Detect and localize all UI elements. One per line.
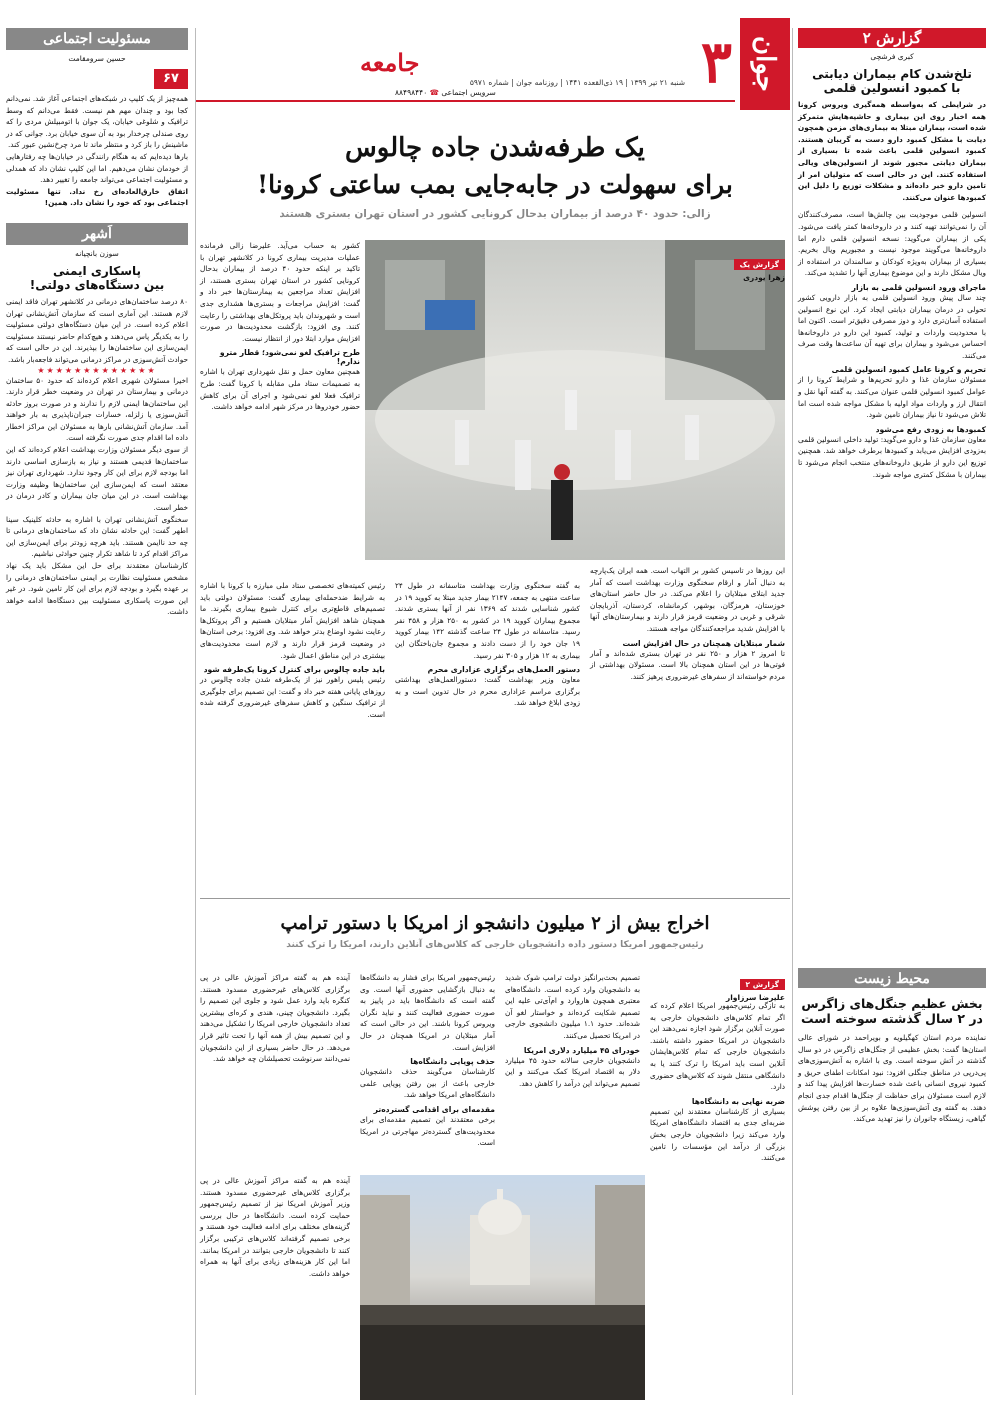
section-service: سرویس اجتماعی ☎ ۸۸۴۹۸۴۴۰: [395, 88, 496, 97]
middle-col-a-text: به تازگی رئیس‌جمهور امریکا اعلام کرده که اگر تمام کلاس‌های دانشجویان خارجی به صورت آنلاین برگزار شود اجازه نمی‌دهند این دانشجویان در امریکا حضور داشته باشند. دانشجویان خارجی که تمام کلاس‌هایشان آنلاین است باید امریکا را ترک کنند یا به دانشگاهی منتقل شوند که کلاس‌های حضوری دارد.: [650, 1001, 785, 1092]
students-crowd-illustration: [360, 1175, 645, 1400]
right-subhead-2: تحریم و کرونا عامل کمبود انسولین قلمی: [831, 365, 986, 375]
middle-col-b: [505, 972, 640, 1089]
middle-col-c: [360, 972, 495, 1149]
left-text-7: سخنگوی آتش‌نشانی تهران با اشاره به حادثه کلینیک سینا اطهر گفت: این حادثه نشان داد که ساختمان‌های درمانی تا چه حد ناایمن هستند. باید هرچه زودتر برای ایمن‌سازی این مراکز اقدام کرد تا شاهد تکرار چنین حوادثی نباشیم.: [6, 514, 188, 559]
right-byline: کبری فرشچی: [870, 52, 914, 61]
middle-col-d: [200, 972, 350, 1065]
middle-col-b-text: تصمیم بحث‌برانگیز دولت ترامپ شوک شدید به دانشجویان وارد کرده است. دانشگاه‌های معتبری همچون هاروارد و ام‌آی‌تی علیه این تصمیم شکایت کرده‌اند و خواستار لغو آن شده‌اند. حدود ۱.۱ میلیون دانشجوی خارجی در امریکا تحصیل می‌کنند.: [505, 973, 640, 1040]
disinfection-workers-illustration: [365, 240, 785, 560]
main-col-a-text: کشور به حساب می‌آید. علیرضا زالی فرمانده عملیات مدیریت بیماری کرونا در کلانشهر تهران با تاکید بر اینکه حدود ۴۰ درصد از بیماران بدحال کرونایی کشور در استان تهران بستری هستند، از افزایش تعداد مراجعین به بیمارستان‌ها خبر داد و گفت: افزایش مراجعات و بستری‌ها هشداری جدی است و شهروندان باید پروتکل‌های بهداشتی را رعایت کنند. وی افزود: بازگشت محدودیت‌ها در صورت افزایش موارد ابتلا دور از انتظار نیست.: [200, 241, 360, 343]
left-section-title-2: اَشهر: [82, 225, 112, 242]
left-text-3: اتفاق خارق‌العاده‌ای رخ نداد. تنها مسئولیت اجتماعی بود که خود را نشان داد. همین!: [6, 186, 188, 208]
right-headline-2: با کمبود انسولین قلمی: [823, 81, 961, 95]
masthead-logo-block: [740, 18, 790, 110]
main-report-label: [680, 252, 785, 282]
left-byline: حسین سرومقامت: [68, 54, 126, 63]
main-col-d-text-2: تا امروز ۲ هزار و ۲۵۰ نفر در تهران بستری شده‌اند و آمار فوتی‌ها در این استان همچنان بالا است. مسئولان بهداشتی از مردم خواسته‌اند از سفرهای غیرضروری پرهیز کنند.: [590, 648, 785, 681]
right-text-3: مسئولان سازمان غذا و دارو تحریم‌ها و شرایط کرونا را از عوامل کمبود انسولین قلمی عنوان می‌کنند. به گفته آنها نقل و انتقال ارز و واردات مواد اولیه با مشکل مواجه شده است اما تلاش می‌شود تا نیاز بیماران تامین شود.: [798, 375, 986, 420]
main-col-c-subhead: دستور العمل‌های برگزاری عزاداری محرم: [427, 665, 580, 675]
middle-kicker: رئیس‌جمهور امریکا دستور داده دانشجویان خارجی که کلاس‌های آنلاین دارند، امریکا را ترک کنند: [286, 940, 704, 950]
main-col-b-text: رئیس کمیته‌های تخصصی ستاد ملی مبارزه با کرونا با اشاره به شرایط ضدحمله‌ای بیماری گفت: مسئولان دولتی باید تصمیم‌های قاطع‌تری برای کنترل شیوع بیماری بگیرند. ما همچنان شاهد افزایش آمار مبتلایان هستیم و اگر پروتکل‌ها رعایت نشود اوضاع بدتر خواهد شد. وی افزود: برخی استان‌ها در وضعیت قرمز قرار دارند و لازم است محدودیت‌های بیشتری در این مناطق اعمال شود.: [200, 581, 385, 660]
main-col-d-subhead: شمار مبتلایان همچنان در حال افزایش است: [622, 638, 785, 648]
left-text-6: از سوی دیگر مسئولان وزارت بهداشت اعلام کرده‌اند که این ساختمان‌ها قدیمی هستند و نیاز به بازسازی اساسی دارند اما بودجه لازم برای این کار وجود ندارد. شهرداری تهران نیز معتقد است که ایمن‌سازی این ساختمان‌ها وظیفه وزارت بهداشت است. در این میان جان بیماران و کادر درمان در خطر است.: [6, 445, 188, 513]
report-label: گزارش یک: [734, 259, 785, 270]
middle-col-e-text: آینده هم به گفته مراکز آموزش عالی در پی برگزاری کلاس‌های غیرحضوری مسدود هستند. وزیر آموزش امریکا نیز از تصمیم رئیس‌جمهور حمایت کرده است. دانشگاه‌ها در حال بررسی گزینه‌های مختلف برای ادامه فعالیت خود هستند و برخی تصمیم گرفته‌اند کلاس‌های ترکیبی برگزار کنند تا دانشجویان خارجی بتوانند در امریکا بمانند. اما این کار هزینه‌های زیادی برای آنها به همراه خواهد داشت.: [200, 1176, 350, 1278]
left-section-title: مسئولیت اجتماعی: [43, 31, 151, 47]
right-column-rule: [792, 28, 793, 1395]
main-col-c: [395, 580, 580, 709]
middle-col-c-subhead-2: مقدمه‌ای برای اقدامی گسترده‌تر: [373, 1104, 495, 1114]
right-section-title-2: محیط زیست: [854, 971, 930, 987]
right-headline-3b: در ۲ سال گذشته سوخته است: [801, 1011, 983, 1026]
left-star-divider: ★★★★★★★★★★★★★: [37, 365, 157, 375]
main-kicker: زالی: حدود ۴۰ درصد از بیماران بدحال کرونایی کشور در استان تهران بستری هستند: [279, 208, 711, 220]
right-section-banner-2: [798, 968, 986, 988]
right-headline-1: تلخ‌شدن کام بیماران دیابتی: [812, 67, 972, 81]
right-section-banner: [798, 28, 986, 48]
main-headline-2: برای سهولت در جابه‌جایی بمب ساعتی کرونا!: [257, 170, 733, 199]
middle-col-c-text: رئیس‌جمهور امریکا برای فشار به دانشگاه‌ها به دنبال بازگشایی حضوری آنها است. وی گفته است که دانشگاه‌ها باید در پاییز به صورت حضوری فعالیت کنند و نباید نگران ویروس کرونا باشند. این در حالی است که آمار مبتلایان در امریکا همچنان در حال افزایش است.: [360, 973, 495, 1052]
left-column: [6, 28, 188, 618]
middle-col-c-text-2: کارشناسان می‌گویند حذف دانشجویان خارجی باعث از بین رفتن پویایی علمی دانشگاه‌های امریکا خواهد شد.: [360, 1067, 495, 1100]
right-text-5: نماینده مردم استان کهگیلویه و بویراحمد در شورای عالی استان‌ها گفت: بخش عظیمی از جنگل‌های زاگرس در دو سال گذشته در آتش سوخته است. وی با اشاره به آتش‌سوزی‌های پی‌درپی در مناطق جنگلی افزود: نبود امکانات اطفای حریق و کمبود نیروی انسانی باعث شده خسارت‌ها افزایش پیدا کند و لازم است مسئولان برای حفاظت از جنگل‌ها اقدام جدی انجام دهند. به گفته وی آتش‌سوزی‌ها علاوه بر از بین رفتن پوشش گیاهی، زیستگاه جانوران را نیز تهدید می‌کند.: [798, 1033, 986, 1124]
main-col-b: [200, 580, 385, 721]
left-section-banner-2: [6, 223, 188, 245]
right-subhead-1: ماجرای ورود انسولین قلمی به بازار: [851, 282, 986, 292]
section-title: جامعه: [360, 48, 420, 77]
middle-divider: [200, 898, 790, 899]
middle-col-a: [650, 1000, 785, 1164]
phone-icon: ☎: [429, 88, 439, 97]
main-col-c-text-2: معاون وزیر بهداشت گفت: دستورالعمل‌های بهداشتی برگزاری مراسم عزاداری محرم در حال تدوین است و به زودی ابلاغ خواهد شد.: [395, 675, 580, 708]
masthead-logo: جوان: [750, 36, 780, 92]
middle-headline: اخراج بیش از ۲ میلیون دانشجو از امریکا با دستور ترامپ: [280, 913, 710, 934]
middle-byline: علیرضا سرزاوار: [725, 993, 785, 1002]
main-byline: زهرا یودری: [743, 273, 785, 282]
middle-col-c-subhead: حذف پویایی دانشگاه‌ها: [410, 1057, 495, 1067]
right-text-4: معاون سازمان غذا و دارو می‌گوید: تولید داخلی انسولین قلمی به‌زودی افزایش می‌یابد و کمبودها برطرف خواهد شد. همچنین توزیع این دارو از طریق داروخانه‌های منتخب انجام می‌شود تا بیماران با مشکل کمتری مواجه شوند.: [798, 434, 986, 479]
middle-report: [690, 972, 785, 1002]
right-column-bottom: [798, 968, 986, 1125]
right-intro: در شرایطی که به‌واسطه همه‌گیری ویروس کرونا همه اخبار روی این بیماری و حاشیه‌هایش متمرکز شده است، بیماران مبتلا به بیماری‌های مزمن همچون دیابت با مشکل کمبود دارو دست به گریبان هستند. کمبود انسولین قلمی باعث شده تا بسیاری از بیماران دیابتی مجبور شوند از انسولین‌های ویالی استفاده کنند. این در حالی است که متولیان امر از تامین دارو خبر داده‌اند و مشکلات توزیع را دلیل این کمبودها عنوان می‌کنند.: [798, 100, 986, 202]
left-number-badge: ۶۷: [154, 69, 188, 89]
middle-col-e: [200, 1175, 350, 1279]
middle-col-b-subhead: خودرای ۴۵ میلیارد دلاری امریکا: [523, 1045, 640, 1055]
main-col-b-text-2: رئیس پلیس راهور نیز از یک‌طرفه شدن جاده چالوس در روزهای پایانی هفته خبر داد و گفت: این تصمیم برای جلوگیری از ترافیک سنگین و کاهش سفرهای غیرضروری گرفته شده است.: [200, 675, 385, 719]
main-col-a: [200, 240, 360, 413]
masthead: [195, 0, 790, 100]
main-col-b-subhead: باید جاده چالوس برای کنترل کرونا یک‌طرفه شود: [203, 665, 385, 675]
middle-col-a-text-2: بسیاری از کارشناسان معتقدند این تصمیم ضربه‌ای جدی به اقتصاد دانشگاه‌های امریکا وارد می‌کند زیرا دانشجویان خارجی بخش بزرگی از درآمد این مؤسسات را تامین می‌کنند.: [650, 1106, 785, 1163]
left-byline-2: سوزن بانچیانه: [75, 248, 119, 258]
left-text-4: ۸۰ درصد ساختمان‌های درمانی در کلانشهر تهران فاقد ایمنی لازم هستند. این آماری است که سازمان آتش‌نشانی تهران اعلام کرده است. در این میان دستگاه‌های دولتی مسئولیت را به یکدیگر پاس می‌دهند و هیچ‌کدام حاضر نیستند مسئولیت ایمن‌سازی این ساختمان‌ها را بپذیرند. این در حالی است که حوادث آتش‌سوزی در مراکز درمانی می‌تواند فاجعه‌بار باشد.: [6, 296, 188, 364]
main-photo: [365, 240, 785, 560]
main-col-a-subhead: طرح ترافیک لغو نمی‌شود؛ قطار مترو ندارم!: [219, 348, 360, 367]
middle-col-b-text-2: دانشجویان خارجی سالانه حدود ۴۵ میلیارد دلار به اقتصاد امریکا کمک می‌کنند و این تصمیم می‌تواند این درآمد را کاهش دهد.: [505, 1055, 641, 1088]
left-section-banner: [6, 28, 188, 50]
middle-report-label: گزارش ۲: [740, 979, 785, 990]
middle-photo: [360, 1175, 645, 1400]
middle-headline-block: [200, 910, 790, 950]
left-text-2: بارها دیده‌ایم که به هنگام رانندگی در خیابان‌ها چه رفتارهایی از خودمان نشان می‌دهیم. اما این کلیپ نشان داد که همدلی و مسئولیت اجتماعی می‌تواند جامعه را تغییر دهد.: [6, 151, 188, 185]
left-text-5: اخیرا مسئولان شهری اعلام کرده‌اند که حدود ۵۰ ساختمان درمانی و بیمارستان در تهران در وضعیت خطر قرار دارند. این ساختمان‌ها ایمنی لازم را ندارند و در صورت بروز حادثه آتش‌سوزی یا زلزله، خسارات جبران‌ناپذیری به بار خواهند آمد. سازمان آتش‌نشانی بارها به مسئولان این مراکز اخطار داده اما اقدام جدی صورت نگرفته است.: [6, 375, 188, 443]
middle-col-d-text: آینده هم به گفته مراکز آموزش عالی در پی برگزاری کلاس‌های غیرحضوری مسدود هستند. کنگره باید وارد عمل شود و جلوی این تصمیم را بگیرد. دانشجویان چینی، هندی و کره‌ای بیشترین تعداد دانشجویان خارجی امریکا را تشکیل می‌دهند و این تصمیم بیش از همه آنها را تحت تاثیر قرار می‌دهد. در حال حاضر بسیاری از این دانشجویان نمی‌دانند سرنوشت تحصیلشان چه خواهد شد.: [200, 973, 350, 1064]
main-headline-block: [200, 130, 790, 220]
main-col-c-text: به گفته سخنگوی وزارت بهداشت متاسفانه در طول ۲۴ ساعت منتهی به جمعه، ۲۱۴۷ بیمار جدید مبتلا به کووید ۱۹ در کشور شناسایی شدند که ۱۳۶۹ نفر از آنها بستری شدند. مجموع بیماران کووید ۱۹ در کشور به ۲۵۰ هزار و ۴۵۸ نفر رسید. متاسفانه در طول ۲۴ ساعت گذشته ۱۴۲ بیمار کووید ۱۹ جان خود را از دست دادند و مجموع جان‌باختگان این بیماری به ۱۲ هزار و ۳۰۵ نفر رسید.: [395, 581, 581, 660]
right-headline-3a: بخش عظیم جنگل‌های زاگرس: [801, 996, 983, 1011]
left-text-1: همه‌چیز از یک کلیپ در شبکه‌های اجتماعی آغاز شد. نمی‌دانم کجا بود و چندان مهم هم نیست. فقط می‌دانم که وسط ترافیک و شلوغی خیابان، یک جوان با اتومبیلش مردی را که روی صندلی چرخدار بود به آن سوی خیابان برد. جوانی که در ماشینش را باز کرد و منتظر ماند تا مرد چرخ‌نشین عبور کند.: [6, 94, 188, 150]
middle-col-a-subhead: ضربه نهایی به دانشگاه‌ها: [691, 1096, 785, 1106]
right-section-title: گزارش ۲: [862, 29, 922, 47]
right-text-2: چند سال پیش ورود انسولین قلمی به بازار دارویی کشور تحولی در درمان بیماران دیابتی ایجاد کرد. این نوع انسولین استفاده آسان‌تری دارد و دوز مصرفی دقیق‌تر است. اکنون اما با محدودیت واردات و تولید، کمبود این دارو در داروخانه‌ها احساس می‌شود و بیماران برای تهیه آن ساعت‌ها وقت صرف می‌کنند.: [798, 292, 986, 360]
main-col-d-text: این روزها در تاسیس کشور بر التهاب است. همه ایران یک‌پارچه به دنبال آمار و ارقام سخنگوی وزارت بهداشت است که آمار جدید ابتلای مبتلایان را اعلام می‌کند. در حال حاضر استان‌های خوزستان، هرمزگان، بوشهر، کرمانشاه، کردستان، آذربایجان شرقی و غربی در وضعیت قرمز قرار دارند و بیمارستان‌های آنها با افزایش شدید مراجعه‌کنندگان مواجه هستند.: [590, 566, 785, 633]
right-column: [798, 28, 986, 480]
page-number: ۳: [700, 28, 732, 96]
left-column-rule: [195, 28, 196, 1395]
dateline: شنبه ۲۱ تیر ۱۳۹۹ | ۱۹ ذی‌القعده ۱۴۴۱ | روزنامه جوان | شماره ۵۹۷۱: [469, 78, 685, 87]
main-col-d: [590, 565, 785, 682]
right-subhead-3: کمبودها به زودی رفع می‌شود: [875, 424, 986, 434]
masthead-divider: [195, 100, 735, 102]
main-headline-1: یک طرفه‌شدن جاده چالوس: [345, 133, 645, 163]
left-headline-2a: پاسکاری ایمنی: [52, 263, 142, 278]
right-text-1: انسولین قلمی موجودیت بین چالش‌ها است، مصرف‌کنندگان آن را نمی‌توانند تهیه کنند و در داروخانه‌ها کمتر یافت می‌شود. یکی از بیماران می‌گوید: نسخه انسولین قلمی دارم اما داروخانه‌ها می‌گویند موجود نیست و مجبوریم ویال بخریم. بسیاری از بیماران به‌ویژه کودکان و سالمندان در استفاده از ویال مشکل دارند و این موضوع بیماری آنها را تشدید می‌کند.: [798, 210, 986, 278]
left-headline-2b: بین دستگاه‌های دولتی!: [29, 277, 165, 292]
main-col-a-text-2: همچنین معاون حمل و نقل شهرداری تهران با اشاره به تصمیمات ستاد ملی مقابله با کرونا گفت: طرح ترافیک فعلا لغو نمی‌شود و اجرای آن برای کاهش حضور خودروها در مرکز شهر ادامه خواهد داشت.: [200, 367, 360, 412]
left-text-8: کارشناسان معتقدند برای حل این مشکل باید یک نهاد مشخص مسئولیت نظارت بر ایمنی ساختمان‌های درمانی را بر عهده بگیرد و بودجه لازم برای این کار تامین شود. در غیر این صورت پاسکاری مسئولیت بین دستگاه‌ها ادامه خواهد داشت.: [6, 561, 188, 617]
middle-col-c-text-3: برخی معتقدند این تصمیم مقدمه‌ای برای محدودیت‌های گسترده‌تر مهاجرتی در امریکا است.: [360, 1114, 495, 1148]
